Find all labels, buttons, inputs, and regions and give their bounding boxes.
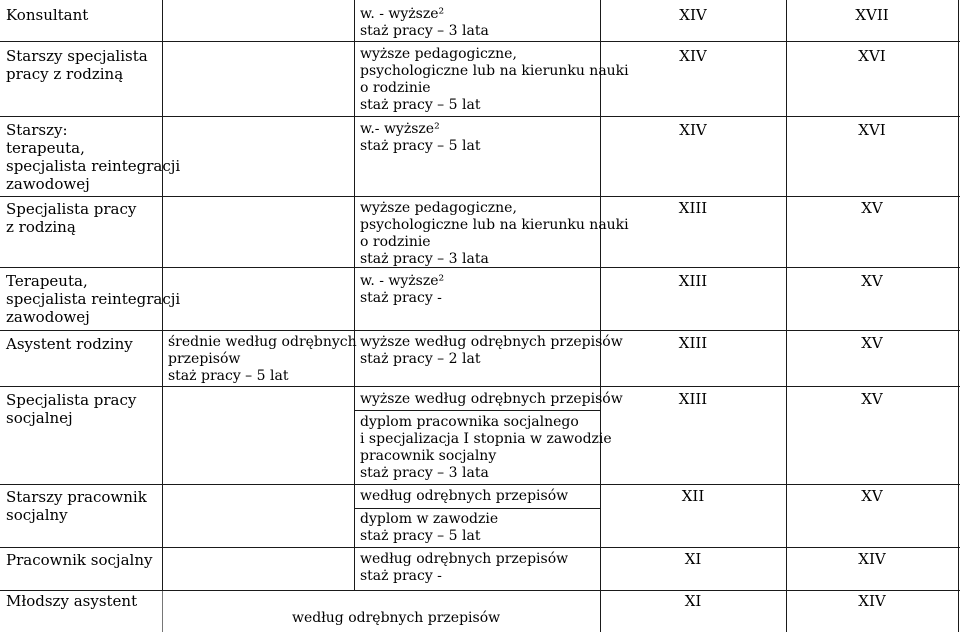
category-max: XV (861, 199, 883, 217)
position-line: Asystent rodziny (6, 335, 133, 353)
requirements-cell (360, 46, 629, 114)
grid-line (0, 590, 960, 591)
requirement-line: wyższe według odrębnych przepisów (360, 334, 623, 350)
category-max: XV (861, 390, 883, 408)
position-line: Starszy specjalista (6, 47, 148, 65)
requirements-cell-secondary (360, 511, 498, 545)
position-line: Specjalista pracy (6, 391, 137, 409)
position-line: Starszy: (6, 121, 68, 139)
position-line: Specjalista pracy (6, 200, 137, 218)
position-cell (6, 391, 136, 427)
requirement-line: psychologiczne lub na kierunku nauki (360, 63, 629, 79)
grid-line (354, 410, 600, 411)
grid-line (0, 116, 960, 117)
category-min: XIII (678, 390, 708, 408)
requirement-line: w. - wyższe² (360, 6, 445, 22)
requirement-line: staż pracy – 5 lat (360, 97, 481, 113)
position-line: specjalista reintegracji (6, 157, 181, 175)
position-cell (6, 488, 147, 524)
requirement-line: pracownik socjalny (360, 448, 497, 464)
requirement-line: według odrębnych przepisów (360, 551, 569, 567)
grid-line (0, 547, 960, 548)
requirements-cell-secondary (360, 414, 612, 482)
category-min: XIV (679, 121, 707, 139)
grid-line (958, 0, 959, 632)
category-min: XIV (679, 47, 707, 65)
position-cell (6, 335, 133, 353)
requirement-line: staż pracy – 5 lat (360, 138, 481, 154)
requirement-line: staż pracy - (360, 290, 442, 306)
position-line: Starszy pracownik (6, 488, 147, 506)
requirement-line: staż pracy – 2 lat (360, 351, 481, 367)
grid-line (0, 41, 960, 42)
position-cell (6, 551, 152, 569)
grid-line (0, 386, 960, 387)
category-min: XI (684, 550, 702, 568)
grid-line (786, 0, 787, 632)
category-max: XV (861, 334, 883, 352)
requirements-cell (360, 551, 568, 585)
category-max: XVII (855, 6, 889, 24)
position-line: Młodszy asystent (6, 592, 138, 610)
requirement-line: w.- wyższe² (360, 121, 440, 137)
requirements-cell (360, 273, 444, 307)
grid-line (162, 590, 163, 632)
position-cell (6, 121, 180, 193)
requirement-line: przepisów (168, 351, 241, 367)
category-max: XIV (858, 550, 886, 568)
requirement-line: wyższe według odrębnych przepisów (360, 391, 623, 407)
requirement-line: według odrębnych przepisów (292, 610, 501, 626)
category-min: XII (681, 487, 705, 505)
position-line: zawodowej (6, 308, 90, 326)
grid-line (354, 0, 355, 590)
requirement-line: staż pracy – 3 lata (360, 251, 489, 267)
category-min: XI (684, 592, 702, 610)
requirement-line: dyplom pracownika socjalnego (360, 414, 579, 430)
requirement-line: wyższe pedagogiczne, (360, 200, 517, 216)
secondary-requirements-cell (168, 334, 357, 385)
requirements-cell (360, 391, 623, 408)
requirement-line: staż pracy – 5 lat (360, 528, 481, 544)
requirements-cell (360, 200, 629, 268)
requirement-line: staż pracy – 3 lata (360, 465, 489, 481)
position-cell (6, 47, 148, 83)
requirement-line: średnie według odrębnych (168, 334, 357, 350)
position-cell (6, 272, 180, 326)
requirement-line: dyplom w zawodzie (360, 511, 499, 527)
requirements-cell (360, 6, 489, 40)
requirement-line: psychologiczne lub na kierunku nauki (360, 217, 629, 233)
requirements-cell-merged (292, 610, 500, 627)
grid-line (354, 508, 600, 509)
category-min: XIII (678, 199, 708, 217)
requirement-line: w. - wyższe² (360, 273, 445, 289)
requirements-cell (360, 488, 568, 505)
position-cell (6, 6, 88, 24)
grid-line (0, 196, 960, 197)
category-min: XIV (679, 6, 707, 24)
requirement-line: staż pracy – 3 lata (360, 23, 489, 39)
requirement-line: o rodzinie (360, 80, 431, 96)
category-max: XV (861, 272, 883, 290)
requirement-line: staż pracy – 5 lat (168, 368, 289, 384)
position-line: specjalista reintegracji (6, 290, 181, 308)
requirements-cell (360, 121, 480, 155)
grid-line (0, 484, 960, 485)
position-line: terapeuta, (6, 139, 85, 157)
position-line: pracy z rodziną (6, 65, 124, 83)
position-cell (6, 592, 137, 610)
category-max: XIV (858, 592, 886, 610)
position-line: Pracownik socjalny (6, 551, 153, 569)
category-min: XIII (678, 334, 708, 352)
category-max: XVI (858, 47, 886, 65)
requirements-cell (360, 334, 623, 368)
position-line: socjalny (6, 506, 68, 524)
category-max: XVI (858, 121, 886, 139)
position-line: zawodowej (6, 175, 90, 193)
requirement-line: i specjalizacja I stopnia w zawodzie (360, 431, 612, 447)
requirement-line: według odrębnych przepisów (360, 488, 569, 504)
position-line: Terapeuta, (6, 272, 88, 290)
position-line: Konsultant (6, 6, 89, 24)
grid-line (0, 330, 960, 331)
requirement-line: o rodzinie (360, 234, 431, 250)
position-cell (6, 200, 136, 236)
category-min: XIII (678, 272, 708, 290)
category-max: XV (861, 487, 883, 505)
requirement-line: wyższe pedagogiczne, (360, 46, 517, 62)
position-line: z rodziną (6, 218, 76, 236)
position-line: socjalnej (6, 409, 73, 427)
requirement-line: staż pracy - (360, 568, 442, 584)
